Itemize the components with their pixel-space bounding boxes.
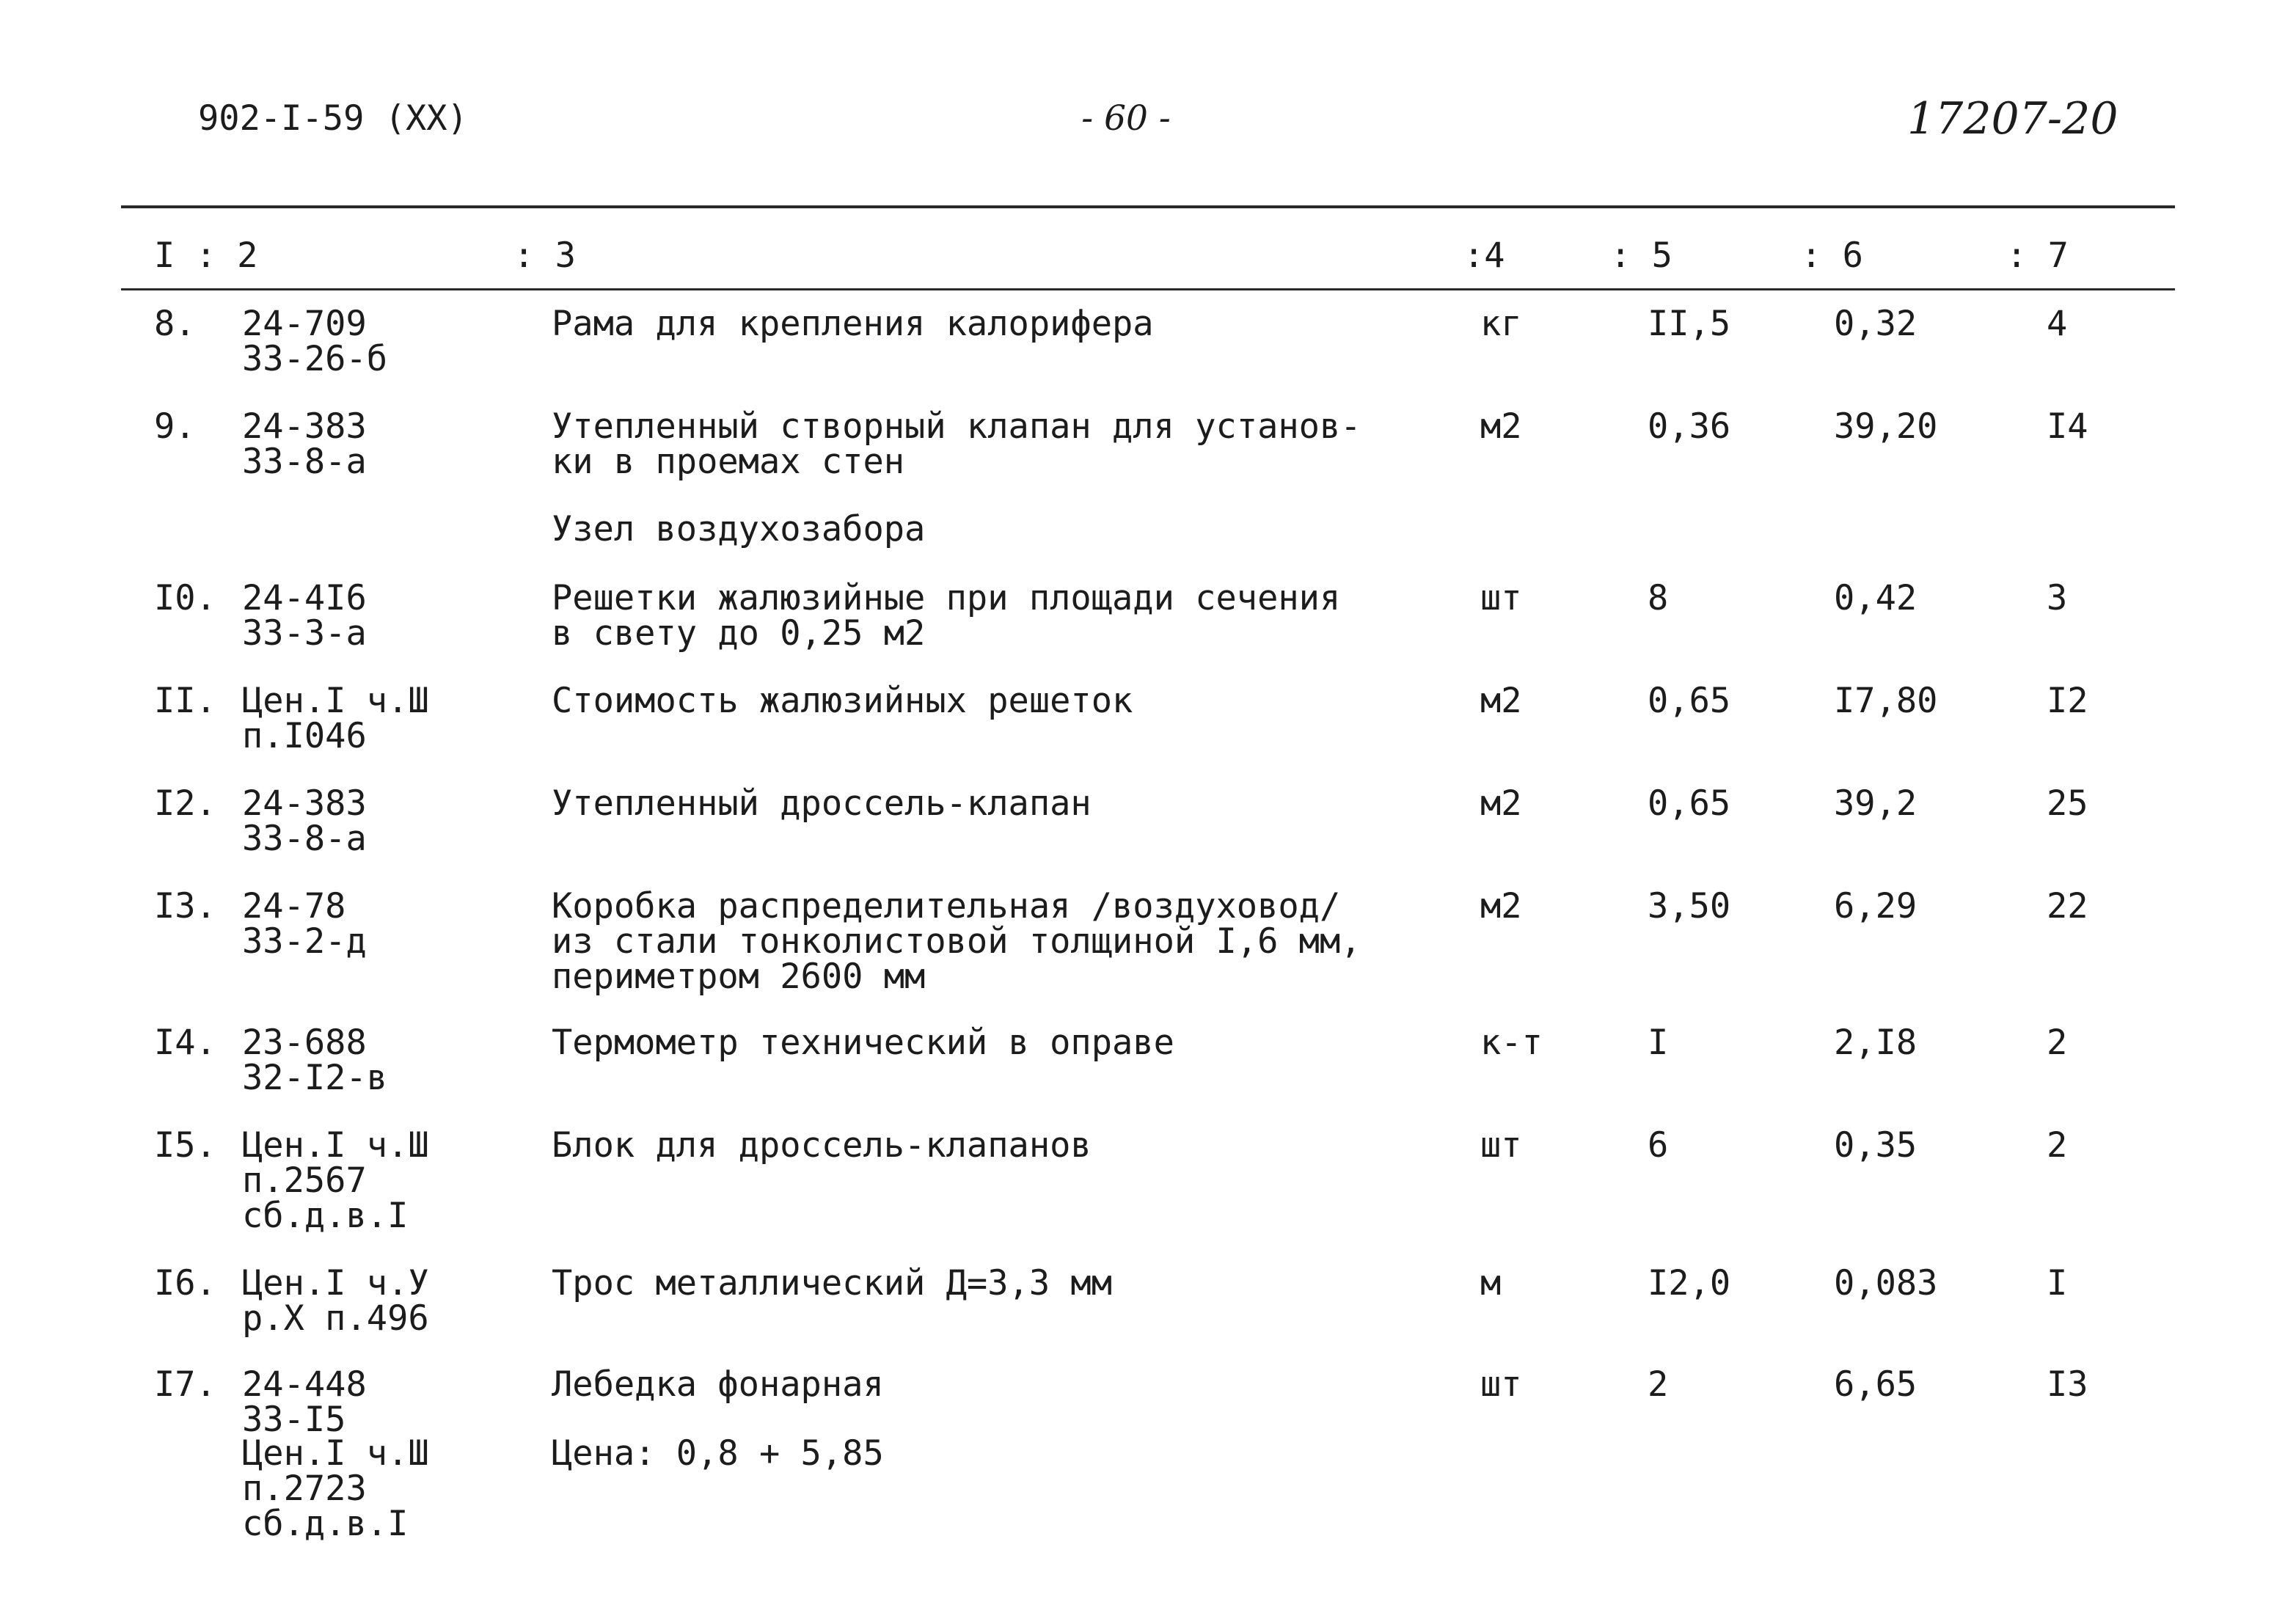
row-quantity: I2,0 [1648, 1263, 1731, 1303]
row-unit: м2 [1480, 783, 1522, 824]
row-unit: м2 [1480, 886, 1522, 926]
row-total: I4 [2047, 406, 2088, 447]
row-description [552, 509, 926, 549]
row-code-line: Цен.I ч.Ш [242, 1125, 429, 1166]
row-code-line: п.2723 [242, 1468, 367, 1509]
row-total: 2 [2047, 1125, 2068, 1166]
column-header-1-2: I : 2 [154, 235, 258, 276]
row-description-line: Стоимость жалюзийных решеток [552, 681, 1133, 721]
row-code-line: 33-3-а [242, 613, 367, 654]
row-description [552, 783, 1092, 824]
row-code-line: 24-709 [242, 304, 367, 344]
row-total: I3 [2047, 1364, 2088, 1405]
row-price: 6,65 [1834, 1364, 1917, 1405]
row-code-line: 24-383 [242, 783, 367, 824]
row-description [552, 1125, 1092, 1166]
row-quantity: II,5 [1648, 304, 1731, 344]
row-number: I4. [154, 1023, 216, 1063]
row-description-line: Узел воздухозабора [552, 509, 926, 549]
row-description [552, 406, 1361, 482]
row-price: I7,80 [1834, 681, 1938, 721]
row-price: 39,20 [1834, 406, 1938, 447]
row-number: 9. [154, 406, 196, 447]
row-description [552, 1263, 1113, 1303]
row-number: II. [154, 681, 216, 721]
row-code [242, 1433, 429, 1544]
row-number: I3. [154, 886, 216, 926]
row-total: I [2047, 1263, 2068, 1303]
row-price: 39,2 [1834, 783, 1917, 824]
row-code [242, 886, 367, 962]
column-header-5: : 5 [1610, 235, 1672, 276]
row-total: 2 [2047, 1023, 2068, 1063]
row-description [552, 1433, 884, 1474]
row-quantity: 2 [1648, 1364, 1669, 1405]
row-total: I2 [2047, 681, 2088, 721]
row-price: 0,35 [1834, 1125, 1917, 1166]
row-code-line: 24-448 [242, 1364, 367, 1405]
row-number: I5. [154, 1125, 216, 1166]
row-quantity: 6 [1648, 1125, 1669, 1166]
row-code-line: 23-688 [242, 1023, 367, 1063]
column-header-4: :4 [1463, 235, 1505, 276]
row-description-line: Блок для дроссель-клапанов [552, 1125, 1092, 1166]
row-code-line: Цен.I ч.Ш [242, 681, 429, 721]
page-number: - 60 - [1081, 98, 1171, 139]
row-code [242, 1025, 387, 1096]
top-rule [121, 205, 2175, 208]
row-unit: м2 [1480, 681, 1522, 721]
row-unit: м [1480, 1263, 1502, 1303]
row-unit: шт [1480, 1364, 1522, 1405]
row-price: 2,I8 [1834, 1023, 1917, 1063]
row-unit: кг [1480, 304, 1522, 344]
row-number: I7. [154, 1364, 216, 1405]
row-code-line: 33-26-б [242, 339, 388, 379]
row-code-line: 33-8-а [242, 819, 367, 859]
row-unit: шт [1480, 1125, 1522, 1166]
column-header-3: : 3 [513, 235, 576, 276]
row-number: I6. [154, 1263, 216, 1303]
row-code-line: Цен.I ч.У [242, 1263, 429, 1303]
row-number: 8. [154, 304, 196, 344]
row-quantity: 3,50 [1648, 886, 1731, 926]
row-description-line: из стали тонколистовой толщиной I,6 мм, [552, 921, 1361, 962]
row-code-line: п.I046 [242, 716, 367, 756]
row-unit: м2 [1480, 406, 1522, 447]
row-description [552, 1025, 1174, 1061]
row-description-line: Цена: 0,8 + 5,85 [552, 1433, 884, 1474]
row-price: 6,29 [1834, 886, 1917, 926]
row-description [552, 1364, 884, 1405]
row-description-line: Термометр технический в оправе [552, 1023, 1174, 1063]
row-description-line: Решетки жалюзийные при площади сечения [552, 578, 1341, 618]
document-code: 902-I-59 (XX) [198, 98, 468, 139]
row-code-line: сб.д.в.I [242, 1504, 409, 1544]
row-code [242, 406, 367, 482]
row-code-line: п.2567 [242, 1160, 367, 1201]
row-quantity: 0,65 [1648, 783, 1731, 824]
row-code-line: 33-2-д [242, 921, 367, 962]
row-code-line: 32-I2-в [242, 1058, 388, 1098]
row-quantity: 0,36 [1648, 406, 1731, 447]
row-code-line: сб.д.в.I [242, 1196, 409, 1236]
row-description-line: Утепленный дроссель-клапан [552, 783, 1092, 824]
column-header-6: : 6 [1801, 235, 1863, 276]
row-description [552, 578, 1341, 654]
row-code [242, 783, 367, 859]
row-description [552, 681, 1133, 721]
row-description-line: ки в проемах стен [552, 442, 905, 482]
row-total: 22 [2047, 886, 2088, 926]
row-code [242, 304, 388, 379]
row-price: 0,083 [1834, 1263, 1938, 1303]
column-header-7: : 7 [2006, 235, 2069, 276]
header-rule [121, 288, 2175, 290]
row-code-line: 24-383 [242, 406, 367, 447]
row-code [242, 681, 429, 756]
row-description [552, 304, 1154, 344]
row-description-line: Утепленный створный клапан для установ- [552, 406, 1361, 447]
row-quantity: I [1648, 1023, 1669, 1063]
row-description-line: периметром 2600 мм [552, 957, 926, 997]
row-number: I2. [154, 783, 216, 824]
row-description-line: Рама для крепления калорифера [552, 304, 1154, 344]
row-code-line: 24-4I6 [242, 578, 367, 618]
row-number: I0. [154, 578, 216, 618]
row-code [242, 1364, 367, 1440]
row-code-line: 33-8-а [242, 442, 367, 482]
row-code-line: 24-78 [242, 886, 346, 926]
row-quantity: 8 [1648, 578, 1669, 618]
row-description [552, 886, 1361, 997]
row-code-line: р.X п.496 [242, 1298, 429, 1339]
row-description-line: в свету до 0,25 м2 [552, 613, 926, 654]
row-code [242, 1125, 429, 1236]
row-description-line: Трос металлический Д=3,3 мм [552, 1263, 1113, 1303]
row-unit: шт [1480, 578, 1522, 618]
row-code-line: 33-I5 [242, 1400, 346, 1440]
row-code [242, 1263, 429, 1339]
document-id: 17207-20 [1907, 93, 2118, 145]
row-description-line: Лебедка фонарная [552, 1364, 884, 1405]
row-total: 4 [2047, 304, 2068, 344]
row-description-line: Коробка распределительная /воздуховод/ [552, 886, 1341, 926]
row-quantity: 0,65 [1648, 681, 1731, 721]
row-total: 25 [2047, 783, 2088, 824]
row-code-line: Цен.I ч.Ш [242, 1433, 429, 1474]
row-price: 0,32 [1834, 304, 1917, 344]
row-unit: к-т [1480, 1023, 1543, 1063]
row-total: 3 [2047, 578, 2068, 618]
row-code [242, 578, 367, 654]
row-price: 0,42 [1834, 578, 1917, 618]
